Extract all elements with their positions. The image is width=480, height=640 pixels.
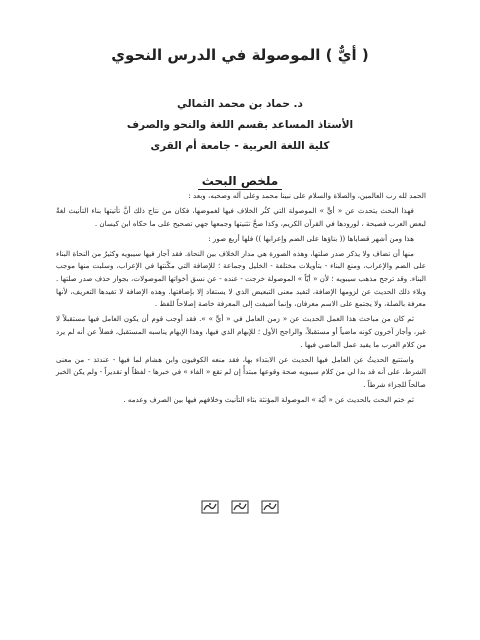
abstract-heading-text: ملخص البحث <box>198 174 282 190</box>
ornament-icon <box>261 500 279 514</box>
author-affiliation: كلية اللغة العربية - جامعة أم القرى <box>150 140 330 152</box>
ornament-row <box>0 500 480 514</box>
ornament-icon <box>201 500 219 514</box>
paragraph-construction: منها أن تضاف ولا يذكر صدر صلتها، وهذه الصورة هي مدار الخلاف بين النحاة. فقد أجاز فيها سيبويه وكثيرٌ من النحاة البناء على الضم والإعراب، ومنع البناء - بتأويلات مختلفة - الخليل وجماعة ؛ للإضافة التي مكّنتها في الإعراب، وسلبت منها موجب البناء. وقد ترجح مذهب سيبويه ؛ لأن « أيّاً » الموصولة خرجت - عنده - عن نسق أخواتها الموصولات، بجواز حذف صدر صلتها . وبلاء ذلك الحديث عن لزومها الإضافة، لتفيد معنى التبعيض الذي لا يستفاد إلا بإضافتها. وهذه الإضافة لا تفيدها التعريف، لأنها معرفة بالصلة، ولا يجتمع على الاسم معرفان، وإنما أضيفت إلى المعرفة خاصة إصلاحاً للفظ . <box>56 248 426 309</box>
abstract-heading <box>0 170 480 189</box>
paragraph-governor-tense: ثم كان من مباحث هذا العمل الحديث عن « زمن العامل في « أيٍّ » ». فقد أوجب قوم أن يكون العامل فيها مستقبلاً لا غير، وأجاز آخرون كونه ماضياً أو مستقبلاً، والراجح الأول ؛ للإبهام الذي فيها، وهذا الإبهام يناسبه المستقبل، فضلاً عن أنه لم يرد من كلام العرب ما يفيد عمل الماضي فيها . <box>56 314 426 349</box>
author-block <box>40 94 440 157</box>
paper-title: ( أيٌّ ) الموصولة في الدرس النحوي <box>111 46 369 64</box>
author-name: د. حماد بن محمد الثمالي <box>177 98 303 110</box>
paragraph-subject: واستتبع الحديثُ عن العامل فيها الحديث عن الابتداء بها، فقد منعه الكوفيون وابن هشام لما فيها - عندئذ - من معنى الشرط، على أنه قد بدا لي من كلام سيبويه صحة وقوعها مبتدأً إن لم تقع « الفاء » في خبرها - لفظاً أو تقديراً - ولم يكن الخبر صالحاً للجزاء شرطاً . <box>56 354 426 389</box>
paragraph-intro: فهذا البحث يتحدث عن « أيٍّ » الموصولة التي كثُر الخلاف فيها لغموضها، فكان من نتاج ذلك أنَّ تأتيتها بناء التأنيث لغةٌ لبعض العرب فصيحة ، لورودها في القرآن الكريم، وكذا صحَّ تثنيتها وجمعها جهي تصحيح على ما حكاه ابن كيسان . <box>56 206 426 228</box>
author-position: الأستاذ المساعد بقسم اللغة والنحو والصرف <box>126 119 354 131</box>
paragraph-issues: هذا ومن أشهر قضاياها (( بناؤها على الضم وإعرابها )) فلها أربع صور : <box>208 233 414 243</box>
paragraph-greeting: الحمد لله رب العالمين، والصلاة والسلام على نبينا محمد وعلى آله وصحبه، وبعد : <box>188 191 426 200</box>
ornament-icon <box>231 500 249 514</box>
paragraph-conclusion: ثم ختم البحث بالحديث عن « أيّة » الموصولة المؤنثة بتاء التأنيث وخلافهم فيها بين الصرف وعدمه . <box>123 394 414 404</box>
abstract-body <box>56 190 426 409</box>
